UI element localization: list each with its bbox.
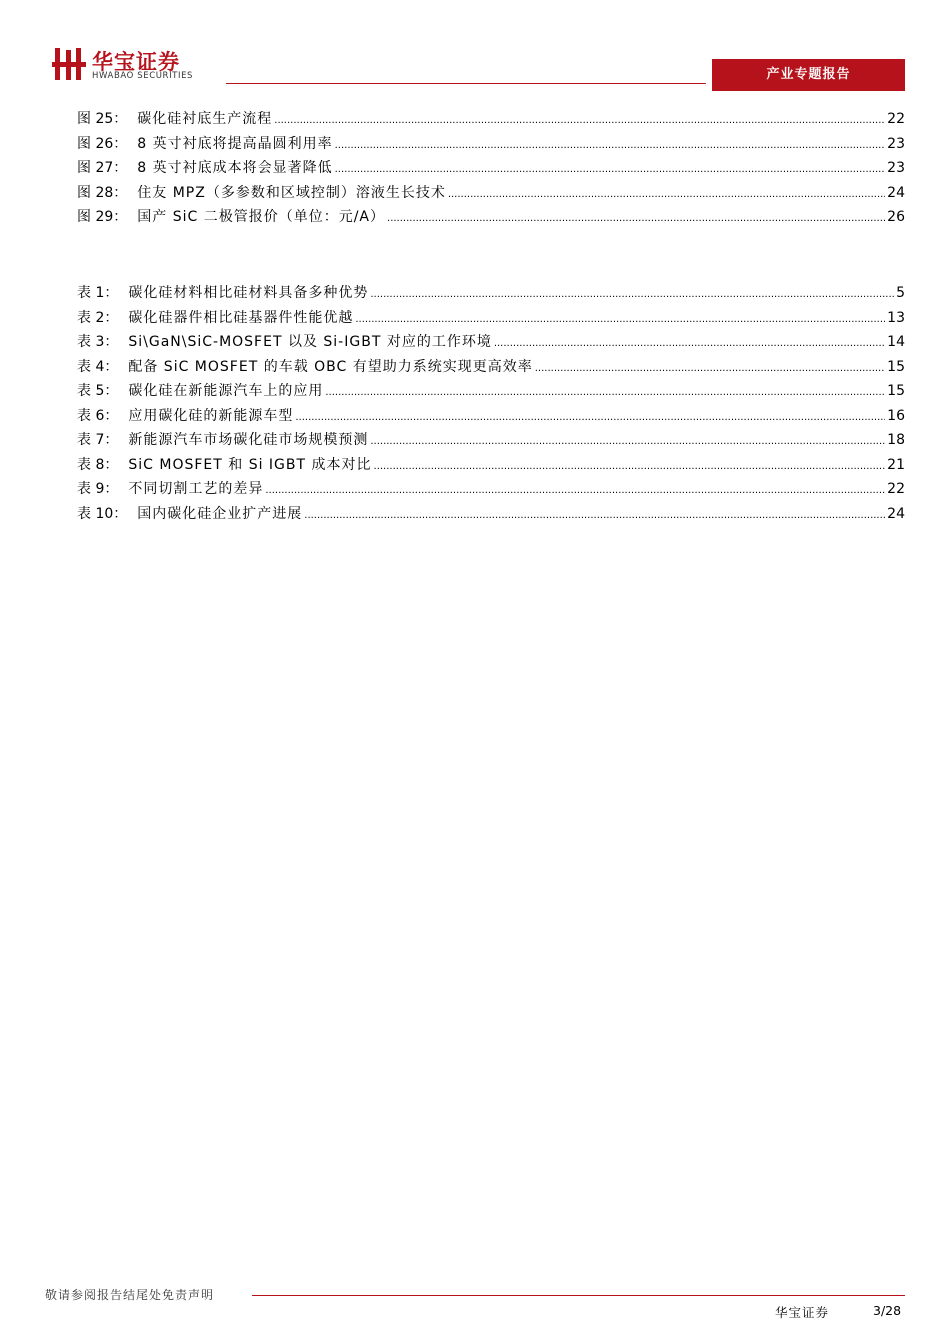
toc-leader-dots bbox=[535, 363, 885, 374]
toc-leader-dots bbox=[370, 289, 894, 300]
toc-entry-title: 应用碳化硅的新能源车型 bbox=[128, 407, 294, 424]
toc-entry-page: 24 bbox=[887, 505, 905, 522]
toc-entry-title: 碳化硅衬底生产流程 bbox=[137, 111, 273, 127]
toc-entry-label: 表 6： bbox=[77, 407, 119, 424]
page-number: 3/28 bbox=[873, 1303, 902, 1318]
toc-entry-label: 表 5： bbox=[77, 383, 119, 399]
toc-entry-title: 碳化硅器件相比硅基器件性能优越 bbox=[128, 309, 354, 326]
toc-entry-title: 配备 SiC MOSFET 的车载 OBC 有望助力系统实现更高效率 bbox=[128, 358, 533, 375]
toc-entry[interactable] bbox=[77, 206, 905, 231]
toc-leader-dots bbox=[355, 314, 885, 325]
toc-entry-page: 22 bbox=[887, 481, 905, 497]
footer-divider bbox=[252, 1295, 905, 1296]
toc-entry-title: 碳化硅在新能源汽车上的应用 bbox=[128, 383, 324, 399]
toc-entry-label: 表 10： bbox=[77, 505, 128, 522]
table-list bbox=[77, 282, 905, 527]
toc-leader-dots bbox=[295, 412, 885, 423]
toc-entry[interactable] bbox=[77, 380, 905, 405]
toc-entry[interactable] bbox=[77, 307, 905, 332]
toc-entry[interactable] bbox=[77, 429, 905, 454]
toc-leader-dots bbox=[370, 436, 885, 447]
toc-entry-title: 8 英寸衬底成本将会显著降低 bbox=[137, 160, 333, 176]
toc-entry[interactable] bbox=[77, 478, 905, 503]
toc-entry-title: 国产 SiC 二极管报价（单位：元/A） bbox=[137, 209, 386, 225]
toc-entry-label: 表 2： bbox=[77, 309, 119, 326]
hwabao-logo-icon bbox=[52, 46, 86, 82]
toc-entry-title: 新能源汽车市场碳化硅市场规模预测 bbox=[128, 432, 369, 448]
toc-leader-dots bbox=[335, 164, 886, 175]
toc-entry-title: Si\GaN\SiC-MOSFET 以及 Si-IGBT 对应的工作环境 bbox=[128, 334, 492, 350]
toc-entry-title: 住友 MPZ（多参数和区域控制）溶液生长技术 bbox=[137, 184, 446, 201]
toc-entry-page: 15 bbox=[887, 358, 905, 375]
report-type-badge: 产业专题报告 bbox=[712, 59, 905, 91]
toc-entry-page: 5 bbox=[896, 285, 905, 301]
toc-entry-label: 图 25： bbox=[77, 111, 128, 127]
toc-entry[interactable] bbox=[77, 157, 905, 182]
header-divider bbox=[226, 83, 706, 84]
toc-leader-dots bbox=[494, 338, 885, 349]
toc-entry[interactable] bbox=[77, 331, 905, 356]
toc-leader-dots bbox=[448, 189, 885, 200]
toc-leader-dots bbox=[325, 387, 885, 398]
toc-entry-page: 23 bbox=[887, 135, 905, 152]
logo-text-en: HWABAO SECURITIES bbox=[92, 71, 194, 81]
toc-entry-page: 23 bbox=[887, 160, 905, 176]
toc-entry-title: 国内碳化硅企业扩产进展 bbox=[137, 505, 303, 522]
toc-entry[interactable] bbox=[77, 108, 905, 133]
toc-leader-dots bbox=[335, 140, 886, 151]
toc-leader-dots bbox=[374, 461, 886, 472]
toc-leader-dots bbox=[265, 485, 885, 496]
toc-entry-label: 表 7： bbox=[77, 432, 119, 448]
toc-entry[interactable] bbox=[77, 503, 905, 528]
toc-entry-label: 表 4： bbox=[77, 358, 119, 375]
toc-entry-label: 表 8： bbox=[77, 456, 119, 473]
toc-entry-label: 表 3： bbox=[77, 334, 119, 350]
footer-company-name: 华宝证券 bbox=[775, 1305, 830, 1320]
toc-entry-label: 表 1： bbox=[77, 285, 119, 301]
toc-entry-title: 不同切割工艺的差异 bbox=[128, 481, 264, 497]
figure-list bbox=[77, 108, 905, 231]
toc-entry-page: 21 bbox=[887, 456, 905, 473]
company-logo bbox=[52, 46, 222, 86]
toc-leader-dots bbox=[387, 213, 885, 224]
toc-entry-label: 图 29： bbox=[77, 209, 128, 225]
toc-entry-label: 图 28： bbox=[77, 184, 128, 201]
toc-leader-dots bbox=[274, 115, 885, 126]
toc-entry-page: 13 bbox=[887, 309, 905, 326]
toc-leader-dots bbox=[304, 510, 885, 521]
toc-entry[interactable] bbox=[77, 454, 905, 479]
toc-entry[interactable] bbox=[77, 405, 905, 430]
toc-entry-label: 图 27： bbox=[77, 160, 128, 176]
toc-entry-page: 26 bbox=[887, 209, 905, 225]
toc-entry-page: 22 bbox=[887, 111, 905, 127]
toc-entry-page: 14 bbox=[887, 334, 905, 350]
disclaimer-note: 敬请参阅报告结尾处免责声明 bbox=[45, 1288, 215, 1302]
toc-entry[interactable] bbox=[77, 182, 905, 207]
toc-entry[interactable] bbox=[77, 133, 905, 158]
toc-entry-title: 8 英寸衬底将提高晶圆利用率 bbox=[137, 135, 333, 152]
toc-entry-label: 表 9： bbox=[77, 481, 119, 497]
toc-entry-page: 18 bbox=[887, 432, 905, 448]
toc-entry-page: 16 bbox=[887, 407, 905, 424]
toc-entry-title: 碳化硅材料相比硅材料具备多种优势 bbox=[128, 285, 369, 301]
toc-entry-page: 24 bbox=[887, 184, 905, 201]
toc-entry-title: SiC MOSFET 和 Si IGBT 成本对比 bbox=[128, 456, 372, 473]
toc-entry-page: 15 bbox=[887, 383, 905, 399]
toc-entry-label: 图 26： bbox=[77, 135, 128, 152]
toc-entry[interactable] bbox=[77, 356, 905, 381]
logo-text-cn: 华宝证券 bbox=[92, 50, 180, 74]
toc-entry[interactable] bbox=[77, 282, 905, 307]
